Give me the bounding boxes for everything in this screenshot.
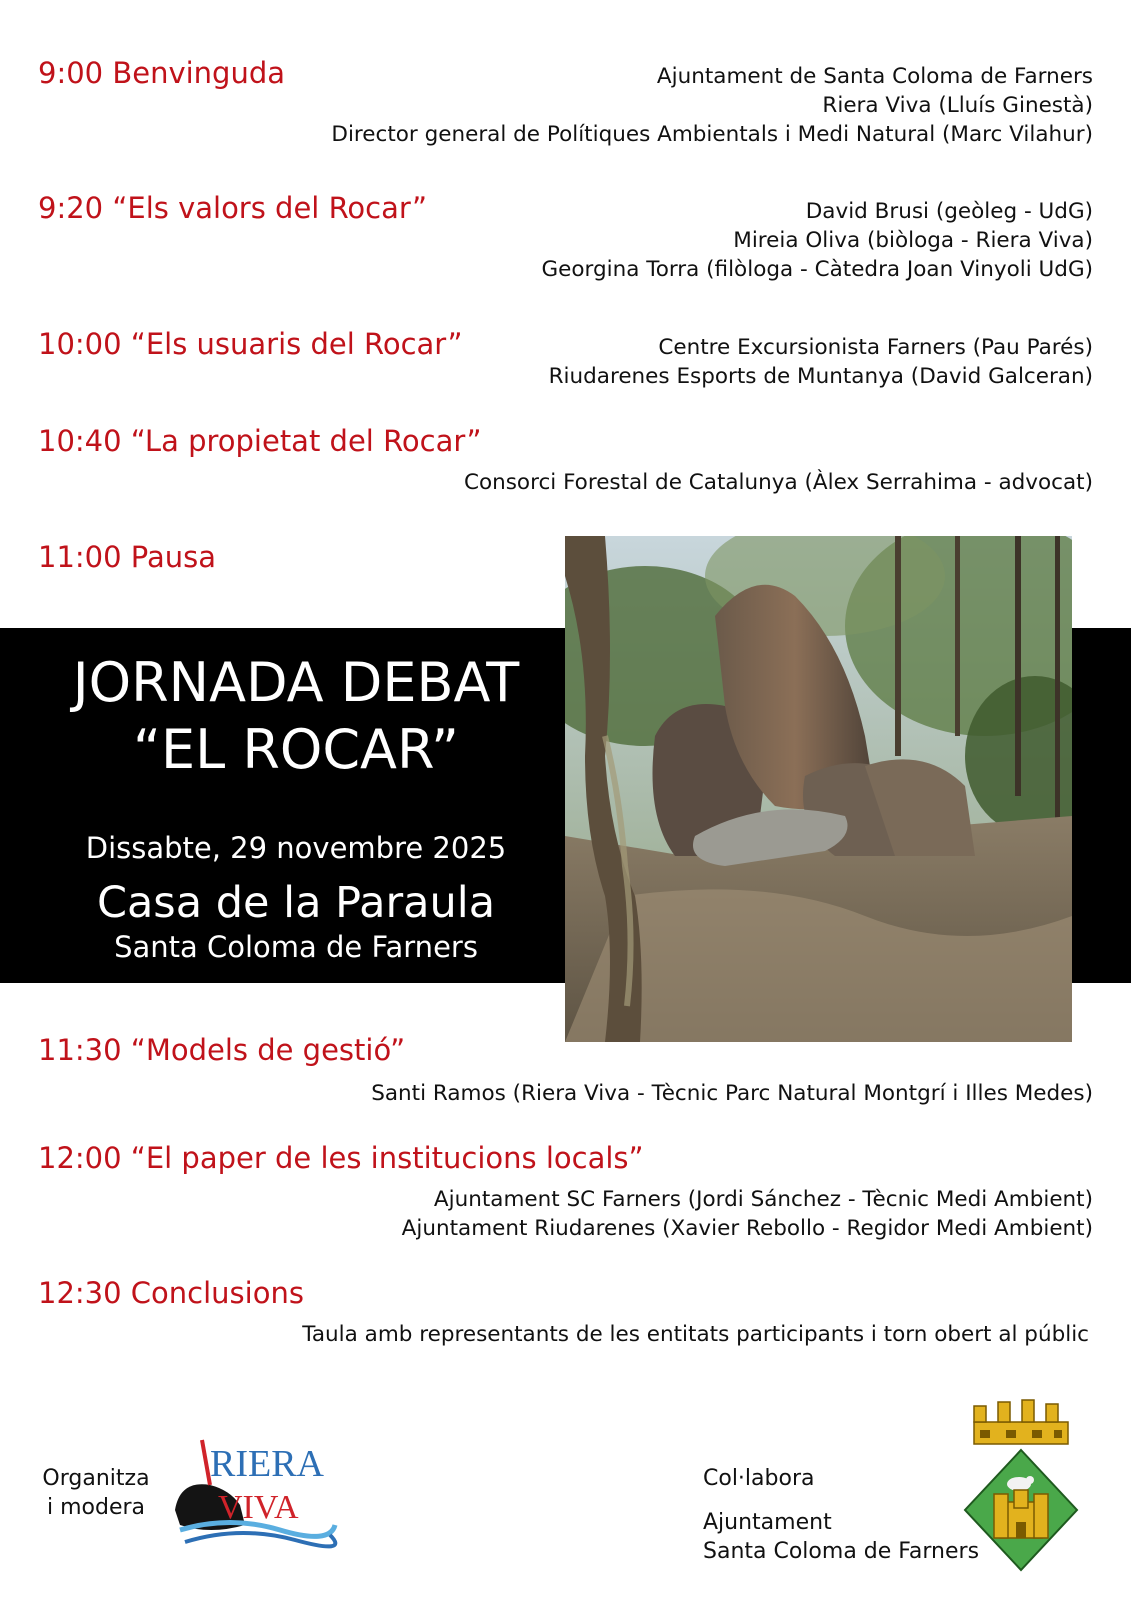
coat-of-arms-icon <box>962 1392 1080 1572</box>
collab-org <box>703 1508 979 1566</box>
speaker-line: Ajuntament de Santa Coloma de Farners <box>656 64 1093 89</box>
session-speakers-1230 <box>302 1320 1089 1349</box>
riera-viva-logo-text: RIERA <box>210 1443 324 1485</box>
collab-org-line2: Santa Coloma de Farners <box>703 1539 980 1564</box>
session-title-1040: 10:40 “La propietat del Rocar” <box>38 424 482 458</box>
speaker-line: Centre Excursionista Farners (Pau Parés) <box>658 335 1093 360</box>
event-title-line1: JORNADA DEBAT <box>72 651 520 714</box>
session-title-0900: 9:00 Benvinguda <box>38 56 286 90</box>
event-date: Dissabte, 29 novembre 2025 <box>85 831 507 865</box>
session-title-1230: 12:30 Conclusions <box>38 1276 304 1310</box>
rock-forest-photo <box>565 536 1072 1042</box>
speaker-line: Georgina Torra (filòloga - Càtedra Joan Vinyoli UdG) <box>541 257 1093 282</box>
event-venue: Casa de la Paraula <box>96 878 496 928</box>
speaker-line: Ajuntament Riudarenes (Xavier Rebollo - Regidor Medi Ambient) <box>401 1216 1093 1241</box>
session-speakers-0900 <box>331 62 1093 149</box>
event-town: Santa Coloma de Farners <box>114 930 478 964</box>
speaker-line: Taula amb representants de les entitats participants i torn obert al públic <box>302 1322 1089 1347</box>
session-speakers-1040 <box>464 468 1093 497</box>
session-title-1200: 12:00 “El paper de les institucions locals” <box>38 1141 644 1175</box>
organizer-label-line1: Organitza <box>42 1466 150 1491</box>
session-title-1130: 11:30 “Models de gestió” <box>38 1033 406 1067</box>
session-title-1100: 11:00 Pausa <box>38 540 217 574</box>
organizer-label <box>38 1464 154 1522</box>
event-title-line2: “EL ROCAR” <box>132 718 460 781</box>
collab-org-line1: Ajuntament <box>703 1510 832 1535</box>
riera-viva-logo-text: VIVA <box>218 1489 299 1526</box>
session-speakers-1000 <box>549 333 1093 391</box>
speaker-line: Ajuntament SC Farners (Jordi Sánchez - Tècnic Medi Ambient) <box>433 1187 1093 1212</box>
organizer-label-line2: i modera <box>46 1495 146 1520</box>
session-title-0920: 9:20 “Els valors del Rocar” <box>38 191 428 225</box>
session-speakers-1130 <box>371 1079 1093 1108</box>
speaker-line: David Brusi (geòleg - UdG) <box>805 199 1093 224</box>
speaker-line: Mireia Oliva (biòloga - Riera Viva) <box>733 228 1093 253</box>
speaker-line: Director general de Polítiques Ambientals i Medi Natural (Marc Vilahur) <box>331 122 1093 147</box>
collab-label: Col·labora <box>703 1466 815 1491</box>
riera-viva-logo <box>170 1430 340 1555</box>
session-title-1000: 10:00 “Els usuaris del Rocar” <box>38 327 463 361</box>
session-speakers-0920 <box>541 197 1093 284</box>
speaker-line: Riudarenes Esports de Muntanya (David Galceran) <box>548 364 1093 389</box>
speaker-line: Santi Ramos (Riera Viva - Tècnic Parc Natural Montgrí i Illes Medes) <box>371 1081 1093 1106</box>
session-speakers-1200 <box>402 1185 1093 1243</box>
speaker-line: Consorci Forestal de Catalunya (Àlex Serrahima - advocat) <box>463 470 1093 495</box>
speaker-line: Riera Viva (Lluís Ginestà) <box>822 93 1093 118</box>
